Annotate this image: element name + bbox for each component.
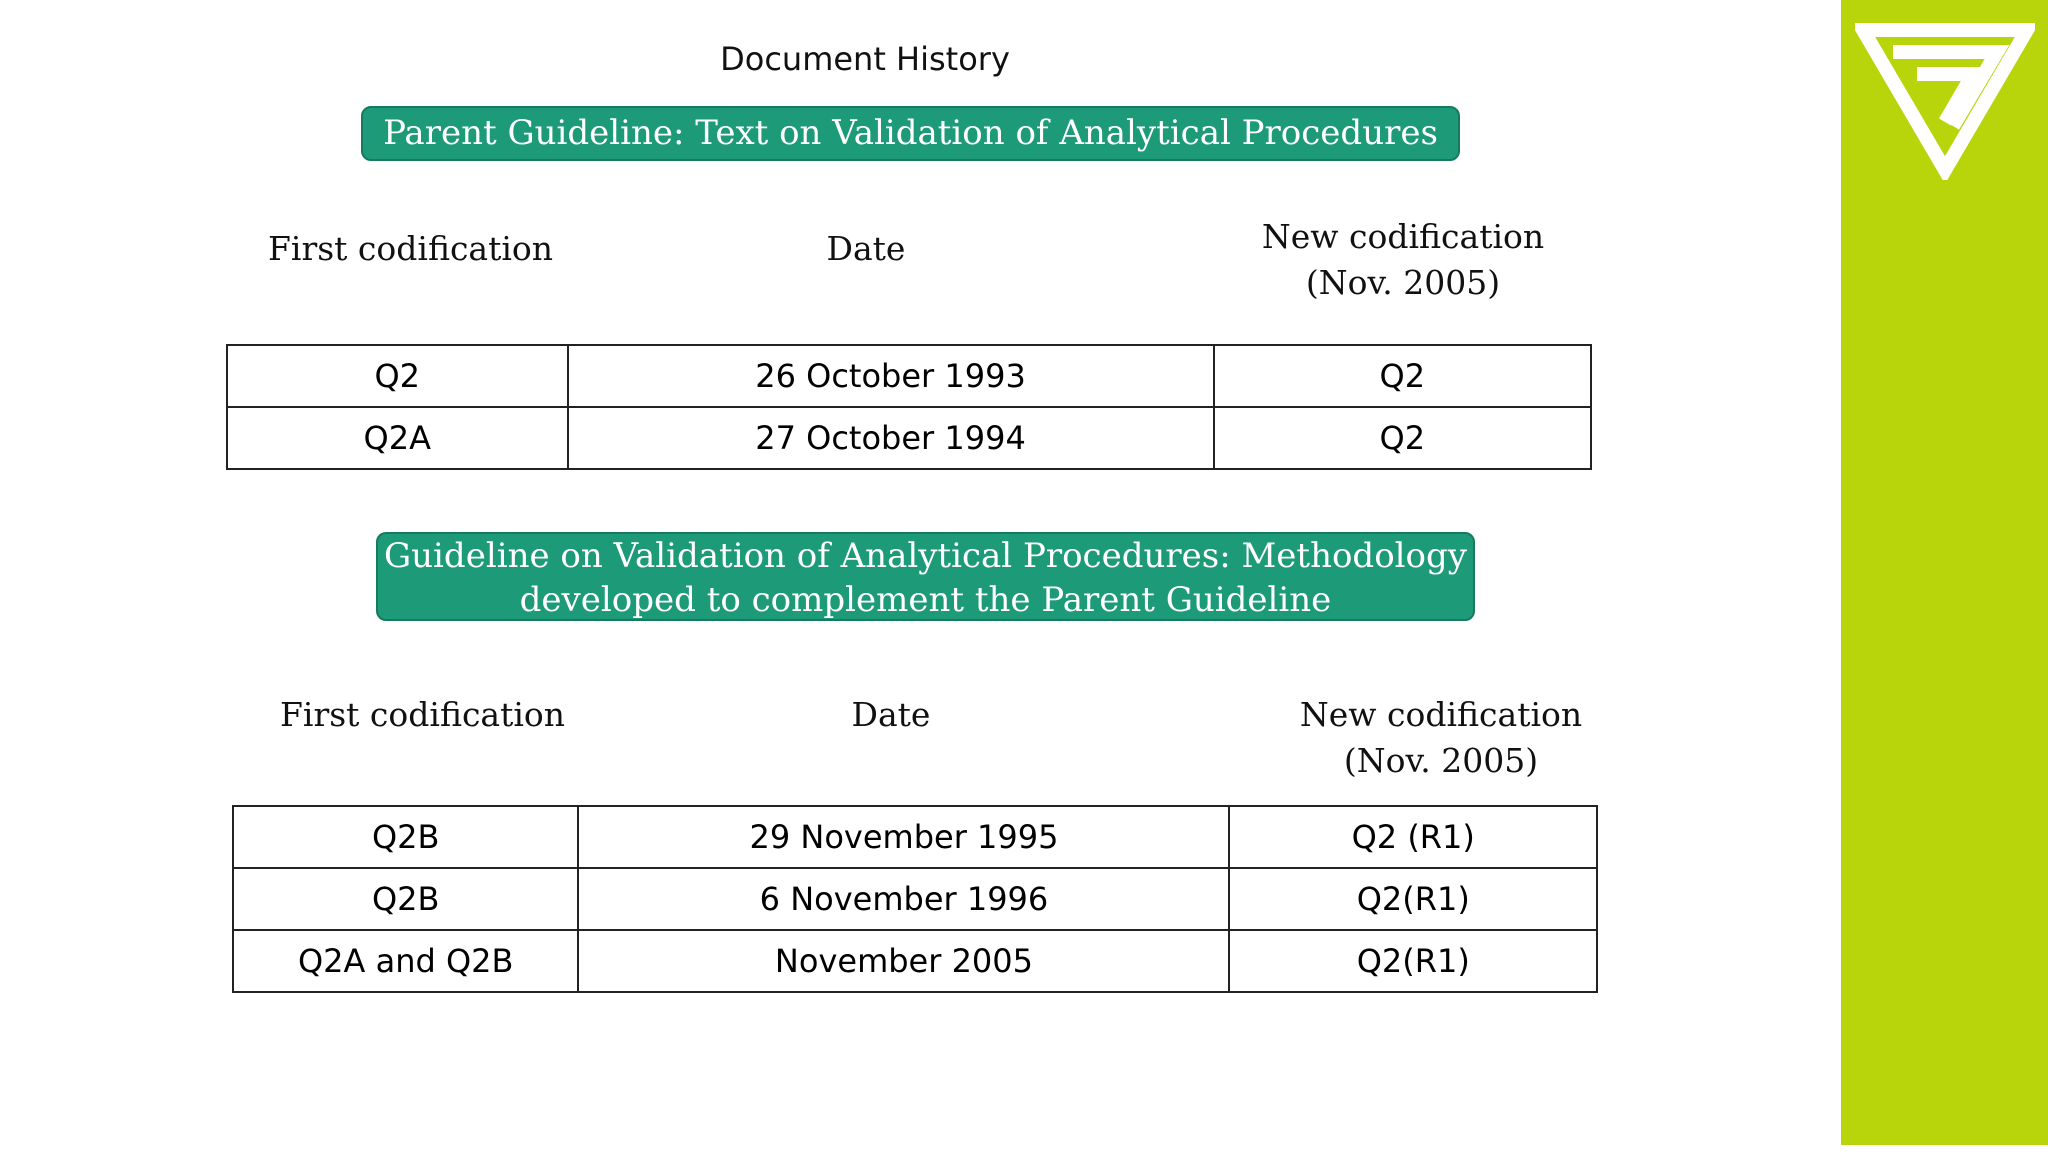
table-cell-new: Q2 <box>1214 345 1591 407</box>
section1-banner: Parent Guideline: Text on Validation of Analytical Procedures <box>361 106 1460 161</box>
section1-table <box>226 344 1592 470</box>
section1-header-first: First codification <box>268 229 554 268</box>
section2-header-date: Date <box>851 695 931 734</box>
section2-header-new-line2: (Nov. 2005) <box>1343 741 1539 780</box>
section2-table <box>232 805 1598 993</box>
table-cell-first: Q2A and Q2B <box>233 930 578 992</box>
table-cell-first: Q2 <box>227 345 568 407</box>
section1-header-new-line2: (Nov. 2005) <box>1305 263 1501 302</box>
section2-banner-line1: Guideline on Validation of Analytical Procedures: Methodology <box>384 536 1467 576</box>
section1-header-date: Date <box>826 229 906 268</box>
table-row <box>227 407 1591 469</box>
table-row <box>227 345 1591 407</box>
table-cell-new: Q2(R1) <box>1229 930 1597 992</box>
table-row <box>233 930 1597 992</box>
table-cell-first: Q2B <box>233 806 578 868</box>
page-title: Document History <box>720 40 1010 78</box>
table-cell-first: Q2A <box>227 407 568 469</box>
brand-logo-icon <box>1855 22 2035 180</box>
table-cell-new: Q2 <box>1214 407 1591 469</box>
table-row <box>233 868 1597 930</box>
table-cell-first: Q2B <box>233 868 578 930</box>
table-cell-date: November 2005 <box>578 930 1229 992</box>
section2-header-first: First codification <box>280 695 566 734</box>
table-cell-new: Q2(R1) <box>1229 868 1597 930</box>
table-cell-date: 27 October 1994 <box>568 407 1214 469</box>
section2-header-new-line1: New codification <box>1299 695 1583 734</box>
section2-banner <box>376 532 1475 621</box>
table-row <box>233 806 1597 868</box>
table-cell-date: 26 October 1993 <box>568 345 1214 407</box>
table-cell-new: Q2 (R1) <box>1229 806 1597 868</box>
section2-banner-line2: developed to complement the Parent Guideline <box>519 580 1332 620</box>
section1-header-new <box>1243 214 1563 306</box>
section1-header-new-line1: New codification <box>1261 217 1545 256</box>
table-cell-date: 29 November 1995 <box>578 806 1229 868</box>
section2-header-new <box>1281 692 1601 784</box>
table-cell-date: 6 November 1996 <box>578 868 1229 930</box>
